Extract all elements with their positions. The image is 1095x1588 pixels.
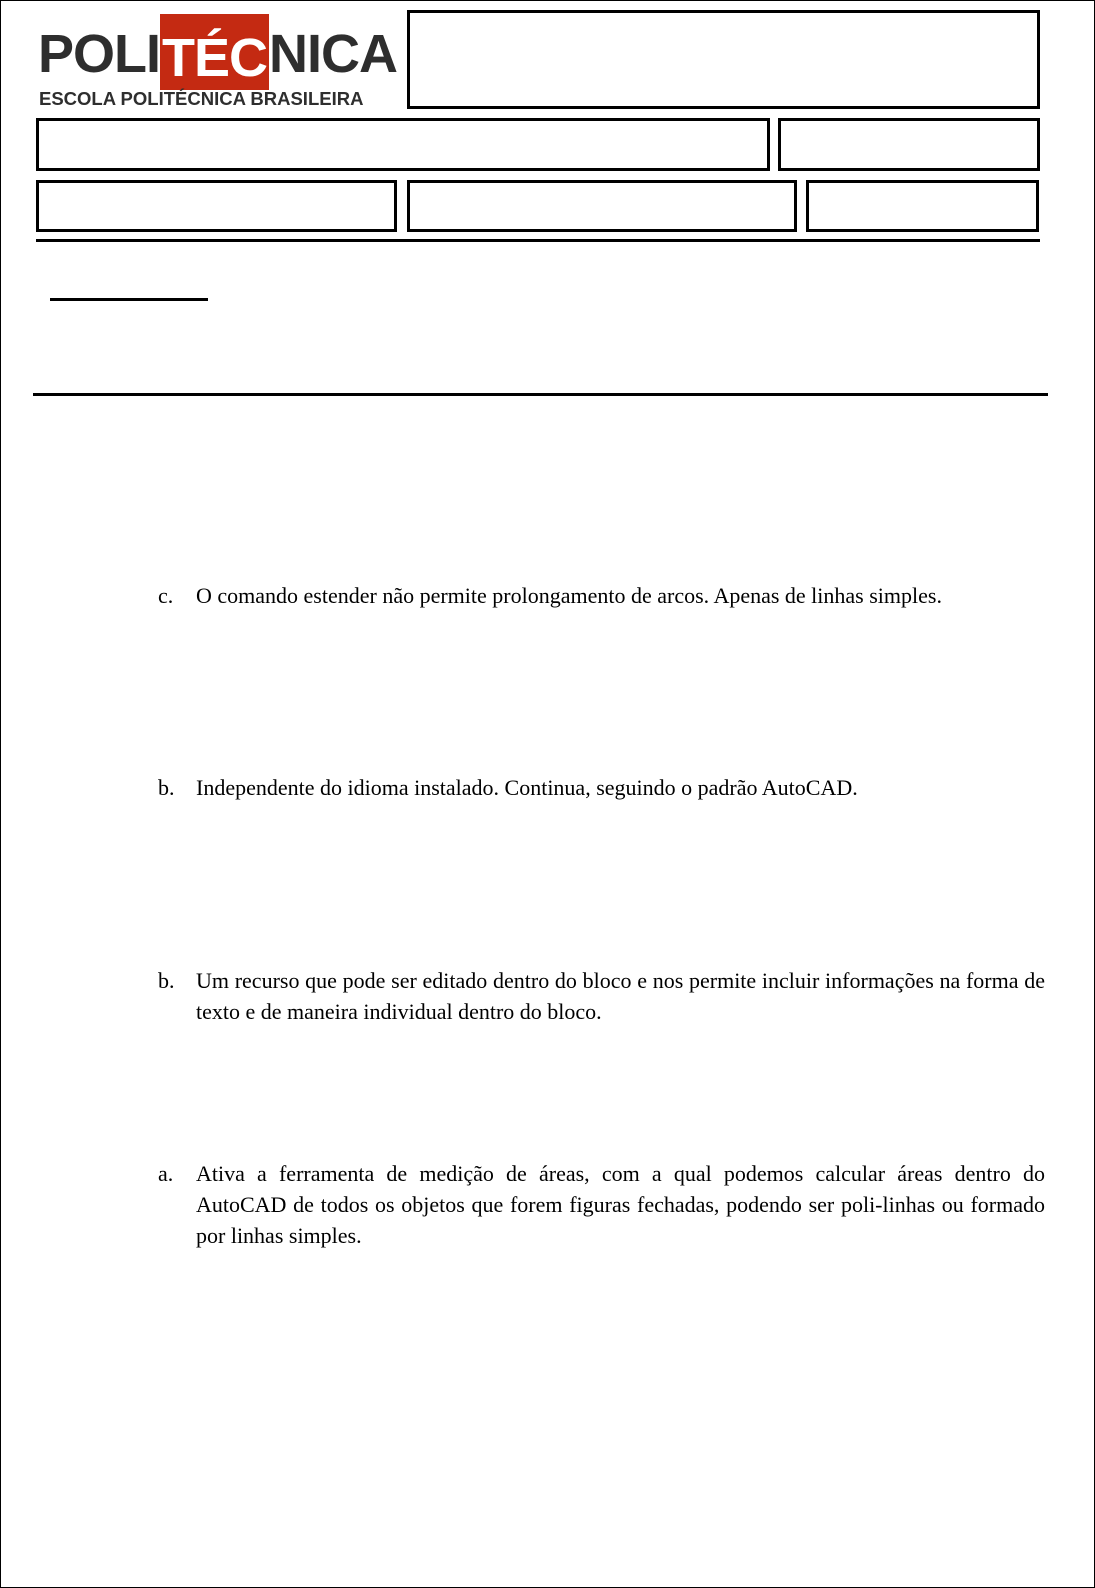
answer-letter: b. (158, 968, 175, 993)
header-field-code (778, 118, 1040, 171)
header-field-name (36, 118, 770, 171)
answer-item (158, 965, 1045, 1027)
logo-wordmark (38, 26, 397, 90)
answer-text: O comando estender não permite prolongamento de arcos. Apenas de linhas simples. (196, 583, 942, 608)
answer-text: Um recurso que pode ser editado dentro do bloco e nos permite incluir informações na forma de texto e de maneira individual dentro do bloco. (196, 968, 1045, 1024)
header-field-top (407, 10, 1040, 109)
header-field-date (806, 180, 1039, 232)
answer-text: Independente do idioma instalado. Continua, seguindo o padrão AutoCAD. (196, 775, 858, 800)
logo-prefix: POLI (38, 24, 161, 84)
section-divider (33, 393, 1048, 396)
logo-suffix: NICA (269, 24, 398, 84)
logo-subtitle: ESCOLA POLITÉCNICA BRASILEIRA (39, 88, 364, 109)
answer-letter: a. (158, 1161, 174, 1186)
logo-highlight: TÉC (160, 14, 269, 90)
header-field-class (407, 180, 797, 232)
title-underline (50, 298, 208, 301)
answer-item (158, 580, 1045, 611)
school-logo (38, 12, 400, 112)
header-bottom-rule (36, 239, 1040, 242)
answer-letter: c. (158, 583, 174, 608)
answer-letter: b. (158, 775, 175, 800)
header-field-course (36, 180, 397, 232)
answer-item (158, 772, 1045, 803)
answer-text: Ativa a ferramenta de medição de áreas, com a qual podemos calcular áreas dentro do AutoCAD de todos os objetos que forem figuras fechadas, podendo ser poli-linhas ou formado por linhas simples. (196, 1161, 1045, 1248)
answer-item (158, 1158, 1045, 1251)
